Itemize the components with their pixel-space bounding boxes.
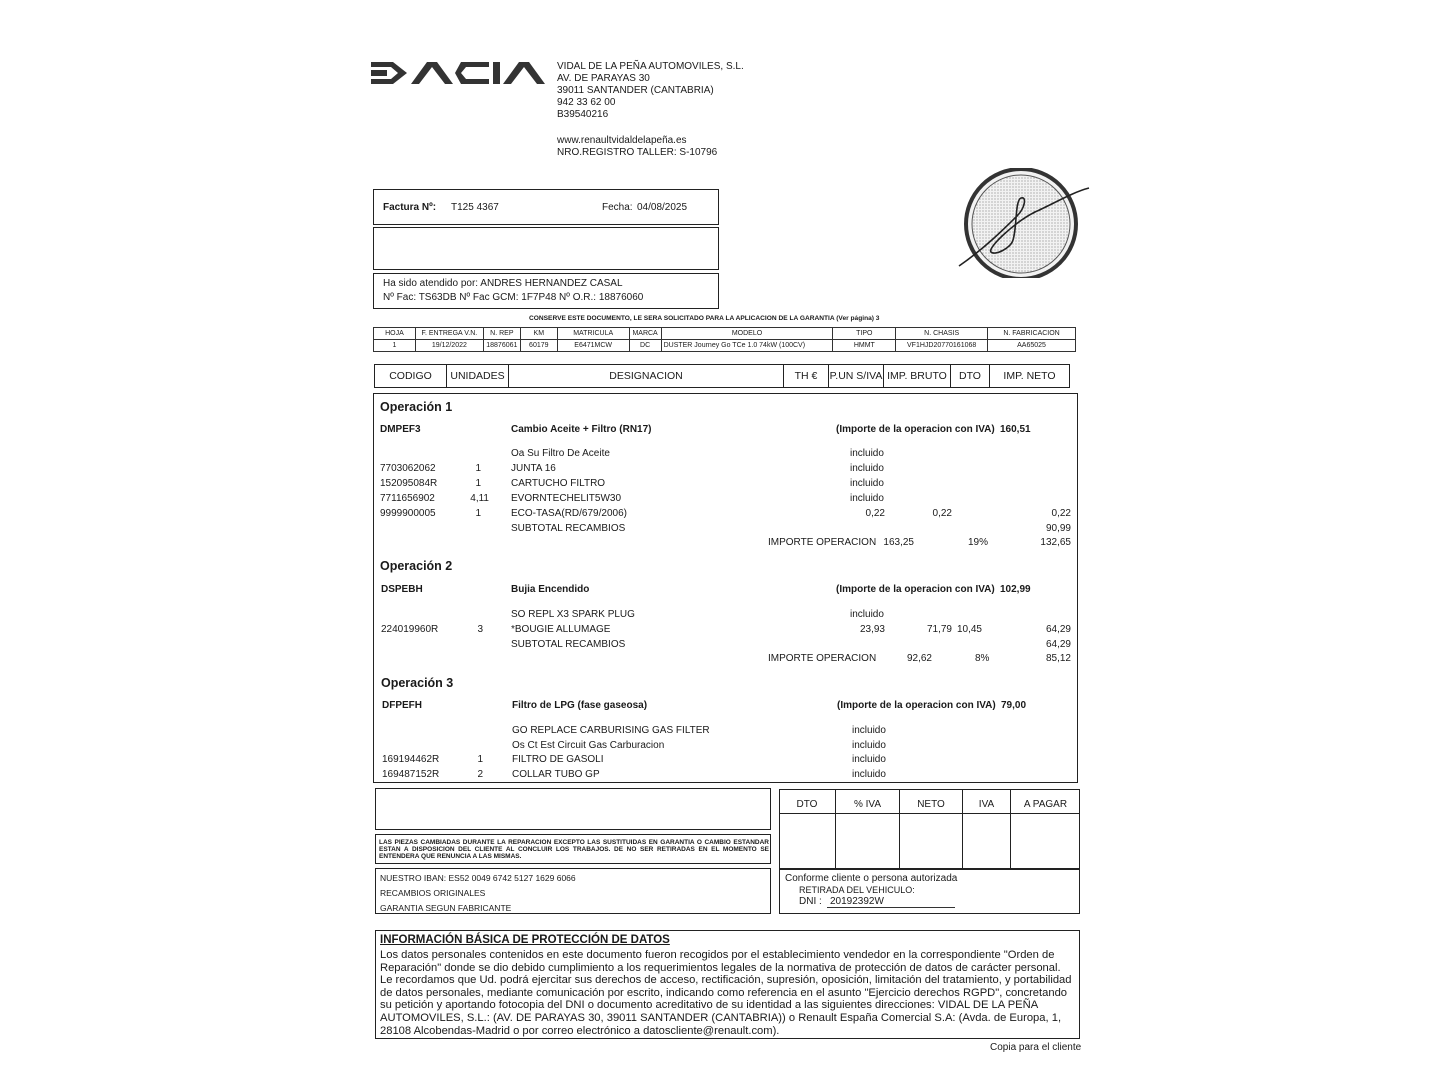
operation-title: Operación 2 [380, 559, 453, 573]
importe-operacion-bruto: 92,62 [906, 653, 932, 664]
company-phone: 942 33 62 00 [557, 97, 616, 108]
privacy-line: 28108 Alcobendas-Madrid o por correo electrónico a datoscliente@renault.com). [380, 1024, 780, 1037]
line-dto: 10,45 [956, 624, 982, 635]
vehicle-value: 18876061 [483, 340, 520, 352]
vehicle-header: N. FABRICACION [988, 328, 1076, 340]
importe-operacion-bruto: 163,25 [883, 537, 914, 548]
importe-operacion-neto: 85,12 [1045, 653, 1071, 664]
company-cif: B39540216 [557, 109, 609, 120]
line-units: 1 [477, 754, 483, 765]
col-bruto: IMP. BRUTO [883, 364, 951, 388]
line-code: 169487152R [382, 769, 440, 780]
invoice-date-label: Fecha: [602, 202, 633, 213]
vehicle-value-row [374, 340, 1076, 352]
operation-title: Operación 3 [381, 676, 454, 690]
line-code: 169194462R [382, 754, 440, 765]
operation-importe-label: (Importe de la operacion con IVA) [836, 424, 995, 435]
line-desc: ECO-TASA(RD/679/2006) [511, 508, 627, 519]
line-code: 152095084R [380, 478, 438, 489]
privacy-line: Reparación" donde se dio debido cumplimiento a los requerimientos legales de la normativa de protección de datos de carácter personal. [380, 961, 1061, 974]
invoice-number: T125 4367 [451, 202, 499, 213]
importe-operacion-dto: 19% [968, 537, 989, 548]
col-pun: P.UN S/IVA [828, 364, 884, 388]
importe-operacion-neto: 132,65 [1040, 537, 1071, 548]
vehicle-value: DUSTER Journey Go TCe 1.0 74kW (100CV) [661, 340, 833, 352]
operation-name: Filtro de LPG (fase gaseosa) [512, 700, 648, 711]
company-registro: NRO.REGISTRO TALLER: S-10796 [557, 147, 718, 158]
vehicle-value: VF1HJD20770161068 [896, 340, 988, 352]
line-pun: incluido [850, 463, 884, 474]
totals-columns [779, 789, 1080, 869]
vehicle-header: MARCA [629, 328, 661, 340]
privacy-line: de datos personales, mediante comunicación por escrito, indicando como referencia en el asunto "Ejercicio derechos RGPD", concretando [380, 986, 1068, 999]
line-units: 1 [475, 463, 481, 474]
vehicle-header: KM [520, 328, 557, 340]
line-code: 9999900005 [380, 508, 436, 519]
line-neto: 90,99 [1045, 523, 1071, 534]
line-units: 2 [477, 769, 483, 780]
col-th: TH € [783, 364, 829, 388]
privacy-line: AUTOMOVILES, S.L.: (AV. DE PARAYAS 30, 39011 SANTANDER (CANTABRIA)) o Renault España Comercial S.A: (Avda. de Europa, 1, [380, 1011, 1062, 1024]
vehicle-header: N. CHASIS [896, 328, 988, 340]
privacy-text [380, 949, 1072, 1037]
vehicle-value: HMMT [833, 340, 896, 352]
line-neto: 64,29 [1045, 624, 1071, 635]
vehicle-header: MATRICULA [557, 328, 629, 340]
totals-dto-header: DTO [796, 799, 818, 810]
line-desc: SUBTOTAL RECAMBIOS [511, 523, 626, 534]
col-codigo: CODIGO [374, 364, 447, 388]
line-code: 224019960R [381, 624, 439, 635]
line-code: 7711656902 [380, 493, 435, 504]
line-desc: EVORNTECHELIT5W30 [511, 493, 622, 504]
warranty-notice: CONSERVE ESTE DOCUMENTO, LE SERA SOLICITADO PARA LA APLICACION DE LA GARANTIA (Ver página) 3 [529, 315, 880, 322]
vehicle-value: DC [629, 340, 661, 352]
line-pun: incluido [850, 478, 884, 489]
privacy-title: INFORMACIÓN BÁSICA DE PROTECCIÓN DE DATOS [380, 934, 670, 946]
line-desc: GO REPLACE CARBURISING GAS FILTER [512, 725, 710, 736]
operation-importe-label: (Importe de la operacion con IVA) [836, 584, 995, 595]
line-units: 1 [475, 478, 481, 489]
line-pun: incluido [852, 740, 886, 751]
vehicle-header: MODELO [661, 328, 833, 340]
attended-by: Ha sido atendido por: ANDRES HERNANDEZ CASAL [383, 278, 623, 289]
vehicle-value: AA65025 [988, 340, 1076, 352]
line-pun: incluido [850, 609, 884, 620]
vehicle-header: N. REP [483, 328, 520, 340]
company-web: www.renaultvidaldelapeña.es [557, 135, 687, 146]
line-pun: 23,93 [859, 624, 885, 635]
privacy-line: Le recordamos que Ud. podrá ejercitar sus derechos de acceso, rectificación, supresión, oposición, limitación del tratamiento, y portabilidad [380, 974, 1072, 987]
invoice-date: 04/08/2025 [637, 202, 688, 213]
vehicle-value: E6471MCW [557, 340, 629, 352]
iban: NUESTRO IBAN: ES52 0049 6742 5127 1629 6066 [380, 873, 576, 883]
line-pun: 0,22 [865, 508, 885, 519]
line-bruto: 71,79 [926, 624, 952, 635]
line-pun: incluido [852, 725, 886, 736]
dacia-logo [371, 62, 547, 84]
company-city: 39011 SANTANDER (CANTABRIA) [557, 85, 714, 96]
company-name: VIDAL DE LA PEÑA AUTOMOVILES, S.L. [557, 61, 744, 72]
copy-label: Copia para el cliente [990, 1042, 1082, 1053]
totals-pagar-header: A PAGAR [1010, 789, 1080, 869]
vehicle-header: HOJA [374, 328, 416, 340]
line-pun: incluido [852, 754, 886, 765]
privacy-line: Los datos personales contenidos en este documento fueron recogidos por el establecimiento vendedor en la correspondiente "Orden de [380, 949, 1055, 961]
line-units: 1 [475, 508, 481, 519]
line-desc: FILTRO DE GASOLI [512, 754, 604, 765]
line-units: 4,11 [470, 493, 489, 504]
operation-importe: 79,00 [1001, 700, 1027, 711]
vehicle-value: 60179 [520, 340, 557, 352]
vehicle-table [373, 327, 1076, 352]
company-address: AV. DE PARAYAS 30 [557, 73, 650, 84]
vehicle-header: TIPO [833, 328, 896, 340]
operation-title: Operación 1 [380, 400, 453, 414]
invoice-refs: Nº Fac: TS63DB Nº Fac GCM: 1F7P48 Nº O.R.: 18876060 [383, 292, 644, 303]
customer-retirada: RETIRADA DEL VEHICULO: [799, 885, 915, 895]
stamp-signature [955, 168, 1095, 278]
totals-neto-header: NETO [899, 789, 962, 869]
invoice-number-label: Factura Nº: [383, 202, 437, 213]
vehicle-value: 1 [374, 340, 416, 352]
customer-conforme: Conforme cliente o persona autorizada [785, 873, 958, 884]
operation-code: DSPEBH [381, 584, 423, 595]
totals-iva-header: IVA [962, 789, 1010, 869]
totals-iva-pct-header: % IVA [835, 789, 899, 869]
line-desc: Oa Su Filtro De Aceite [511, 448, 610, 459]
empty-box [373, 227, 719, 270]
privacy-line: su petición y aportando fotocopia del DNI o documento acreditativo de su identidad a las siguientes direcciones: VIDAL DE LA PEÑA [380, 999, 1039, 1012]
line-units: 3 [477, 624, 483, 635]
recambios-originales: RECAMBIOS ORIGINALES [380, 888, 486, 898]
line-desc: SUBTOTAL RECAMBIOS [511, 639, 626, 650]
customer-dni-label: DNI : [799, 896, 822, 907]
operation-code: DFPEFH [382, 700, 422, 711]
customer-dni: 20192392W [830, 896, 884, 907]
line-pun: incluido [852, 769, 886, 780]
line-desc: Os Ct Est Circuit Gas Carburacion [512, 740, 665, 751]
importe-operacion-label: IMPORTE OPERACION [768, 653, 877, 664]
line-code: 7703062062 [380, 463, 436, 474]
vehicle-header-row [374, 328, 1076, 340]
col-designacion: DESIGNACION [508, 364, 784, 388]
vehicle-header: F. ENTREGA V.N. [415, 328, 483, 340]
importe-operacion-label: IMPORTE OPERACION [768, 537, 877, 548]
operation-name: Cambio Aceite + Filtro (RN17) [511, 424, 652, 435]
col-neto: IMP. NETO [989, 364, 1070, 388]
operation-importe: 102,99 [1000, 584, 1031, 595]
importe-operacion-dto: 8% [975, 653, 990, 664]
line-pun: incluido [850, 448, 884, 459]
line-desc: CARTUCHO FILTRO [511, 478, 606, 489]
line-bruto: 0,22 [932, 508, 952, 519]
operation-name: Bujia Encendido [511, 584, 590, 595]
garantia-fabricante: GARANTIA SEGUN FABRICANTE [380, 903, 512, 913]
customer-dni-line [827, 907, 955, 908]
line-desc: JUNTA 16 [511, 463, 556, 474]
operation-importe: 160,51 [1000, 424, 1031, 435]
line-neto: 0,22 [1051, 508, 1071, 519]
line-pun: incluido [850, 493, 884, 504]
line-desc: COLLAR TUBO GP [512, 769, 600, 780]
col-dto: DTO [950, 364, 990, 388]
line-desc: SO REPL X3 SPARK PLUG [511, 609, 635, 620]
line-desc: *BOUGIE ALLUMAGE [511, 624, 611, 635]
notes-box [375, 788, 771, 830]
operation-importe-label: (Importe de la operacion con IVA) [837, 700, 996, 711]
operation-code: DMPEF3 [380, 424, 421, 435]
parts-disclaimer: LAS PIEZAS CAMBIADAS DURANTE LA REPARACION EXCEPTO LAS SUSTITUIDAS EN GARANTIA O CAMBIO ESTANDAR ESTAN A DISPOSICION DEL CLIENTE AL CONCLUIR LOS TRABAJOS. DE NO SER RETIRADAS EN EL MOMENTO SE ENTENDERA QUE RENUNCIA A LAS MISMAS. [379, 839, 769, 860]
col-unidades: UNIDADES [446, 364, 509, 388]
vehicle-value: 19/12/2022 [415, 340, 483, 352]
line-neto: 64,29 [1045, 639, 1071, 650]
lines-column-header [374, 364, 1069, 388]
